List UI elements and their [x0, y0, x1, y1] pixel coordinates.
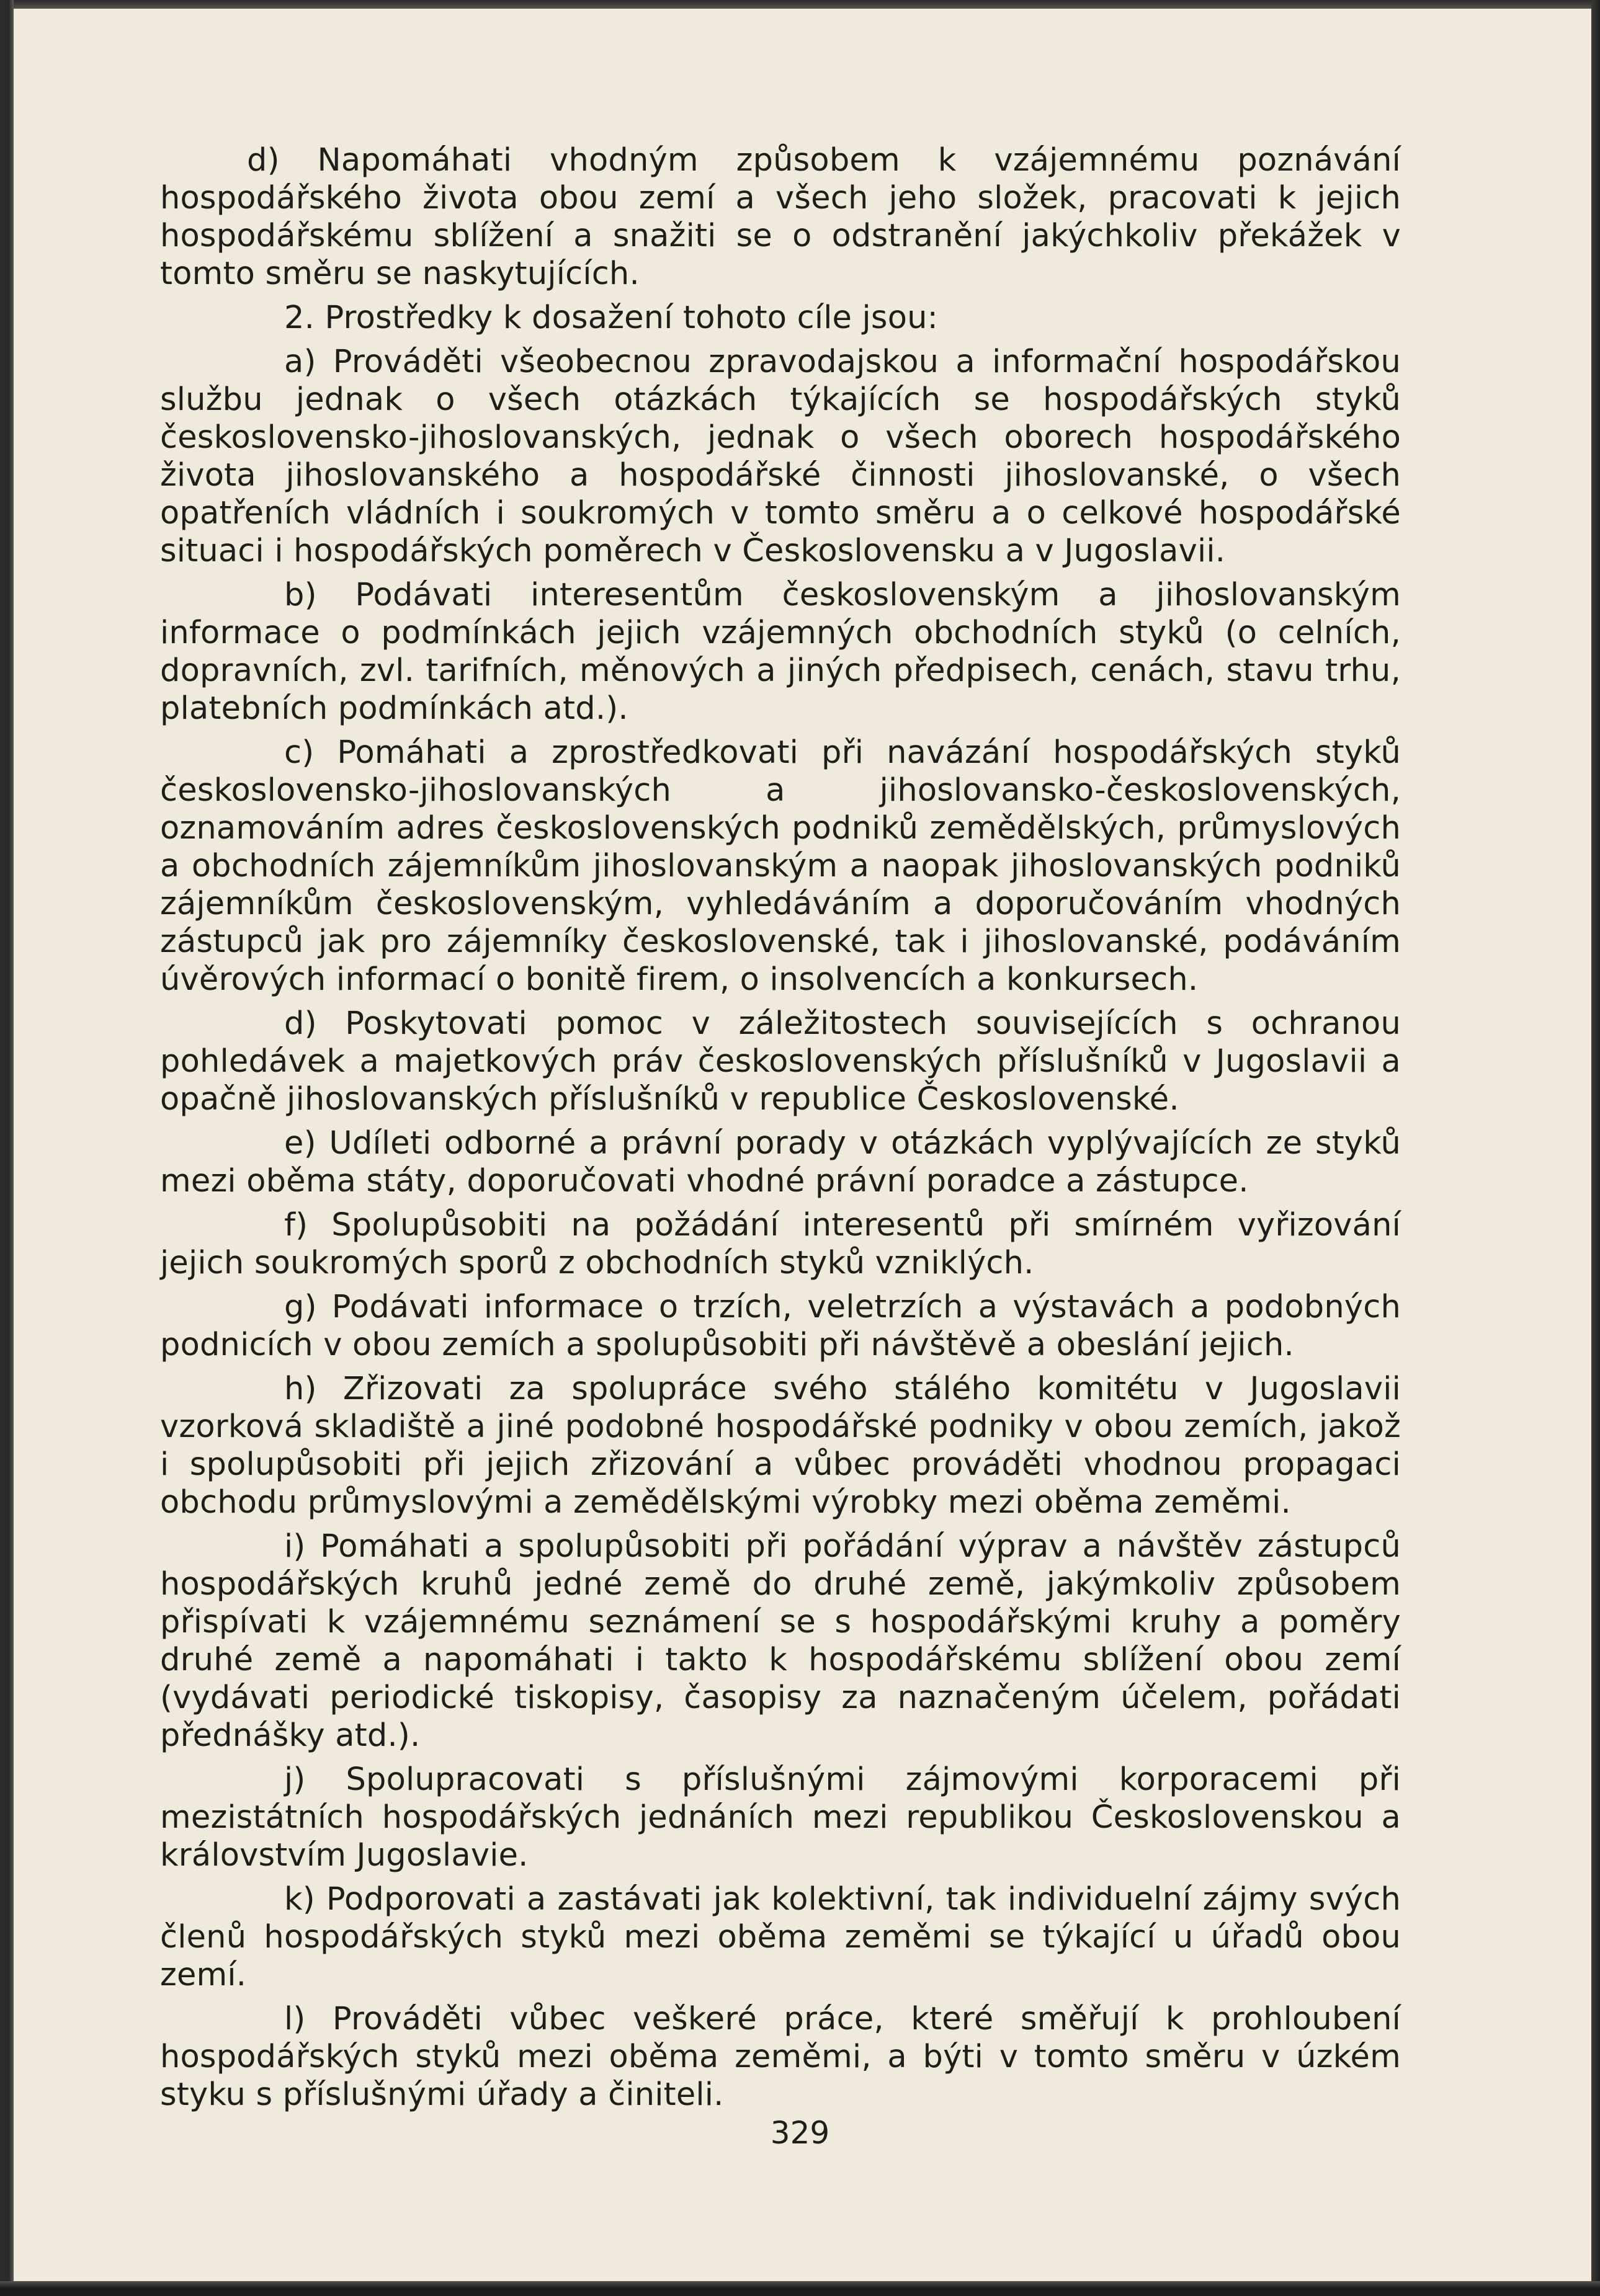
paragraph-d-intro: d) Napomáhati vhodným způsobem k vzájemnému poznávání hospodářského života obou zemí a všech jeho složek, pracovati k jejich hospodářskému sblížení a snažiti se o odstranění jakýchkoliv překážek v tomto směru se naskytujících.: [160, 142, 1401, 292]
paragraph-h: h) Zřizovati za spolupráce svého stálého komitétu v Jugoslavii vzorková skladiště a jiné podobné hospodářské podniky v obou zemích, jakož i spolupůsobiti při jejich zřizování a vůbec prováděti vhodnou propagaci obchodu průmyslovými a zemědělskými výrobky mezi oběma zeměmi.: [160, 1371, 1401, 1521]
scan-edge-left: [0, 0, 14, 2296]
paragraph-d: d) Poskytovati pomoc v záležitostech souvisejících s ochranou pohledávek a majetkových práv československých příslušníků v Jugoslavii a opačně jihoslovanských příslušníků v republice Československé.: [160, 1005, 1401, 1118]
paragraph-g: g) Podávati informace o trzích, veletrzích a výstavách a podobných podnicích v obou zemích a spolupůsobiti při návštěvě a obeslání jejich.: [160, 1289, 1401, 1363]
scan-edge-top: [0, 0, 1600, 9]
scan-edge-right: [1591, 0, 1600, 2296]
paragraph-2-means: 2. Prostředky k dosažení tohoto cíle jsou:: [284, 300, 938, 336]
body-text: [160, 141, 1401, 2114]
paragraph-j: j) Spolupracovati s příslušnými zájmovými korporacemi při mezistátních hospodářských jednáních mezi republikou Československou a královstvím Jugoslavie.: [160, 1761, 1401, 1874]
paragraph-b: b) Podávati interesentům československým a jihoslovanským informace o podmínkách jejich vzájemných obchodních styků (o celních, dopravních, zvl. tarifních, měnových a jiných předpisech, cenách, stavu trhu, platebních podmínkách atd.).: [160, 577, 1401, 727]
paragraph-k: k) Podporovati a zastávati jak kolektivní, tak individuelní zájmy svých členů hospodářských styků mezi oběma zeměmi se týkající u úřadů obou zemí.: [160, 1881, 1401, 1993]
paragraph-e: e) Udíleti odborné a právní porady v otázkách vyplývajících ze styků mezi oběma státy, doporučovati vhodné právní poradce a zástupce.: [160, 1125, 1401, 1199]
paragraph-f: f) Spolupůsobiti na požádání interesentů při smírném vyřizování jejich soukromých sporů z obchodních styků vzniklých.: [160, 1207, 1401, 1281]
scan-edge-bottom: [0, 2281, 1600, 2296]
paragraph-i: i) Pomáhati a spolupůsobiti při pořádání výprav a návštěv zástupců hospodářských kruhů jedné země do druhé země, jakýmkoliv způsobem přispívati k vzájemnému seznámení se s hospodářskými kruhy a poměry druhé země a napomáhati i takto k hospodářskému sblížení obou zemí (vydávati periodické tiskopisy, časopisy za naznačeným účelem, pořádati přednášky atd.).: [160, 1528, 1401, 1754]
page-number: 329: [770, 2115, 830, 2151]
paragraph-a: a) Prováděti všeobecnou zpravodajskou a informační hospodářskou službu jednak o všech otázkách týkajících se hospodářských styků československo-jihoslovanských, jednak o všech oborech hospodářského života jihoslovanského a hospodářské činnosti jihoslovanské, o všech opatřeních vládních i soukromých v tomto směru a o celkové hospodářské situaci i hospodářských poměrech v Československu a v Jugoslavii.: [160, 344, 1401, 569]
paragraph-c: c) Pomáhati a zprostředkovati při navázání hospodářských styků československo-jihoslovanských a jihoslovansko-československých, oznamováním adres československých podniků zemědělských, průmyslových a obchodních zájemníkům jihoslovanským a naopak jihoslovanských podniků zájemníkům československým, vyhledáváním a doporučováním vhodných zástupců jak pro zájemníky československé, tak i jihoslovanské, podáváním úvěrových informací o bonitě firem, o insolvencích a konkursech.: [160, 734, 1401, 998]
paragraph-l: l) Prováděti vůbec veškeré práce, které směřují k prohloubení hospodářských styků mezi oběma zeměmi, a býti v tomto směru v úzkém styku s příslušnými úřady a činiteli.: [160, 2001, 1401, 2113]
